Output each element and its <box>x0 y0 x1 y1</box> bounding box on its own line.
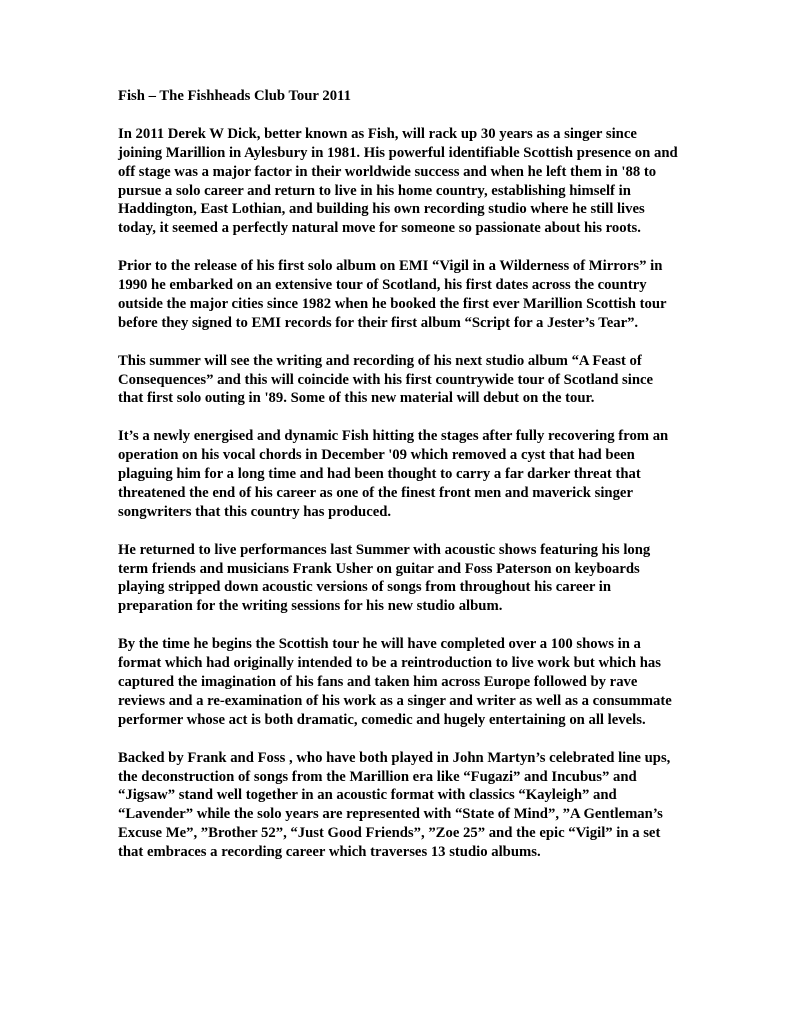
paragraph-first-solo-album: Prior to the release of his first solo album on EMI “Vigil in a Wilderness of Mirrors” in 1990 he embarked on an extensive tour of Scotland, his first dates across the country outside the major cities since 1982 when he booked the first ever Marillion Scottish tour before they signed to EMI records for their first album “Script for a Jester’s Tear”. <box>118 258 667 331</box>
paragraph-recovery: It’s a newly energised and dynamic Fish hitting the stages after fully recovering from an operation on his vocal chords in December '09 which removed a cyst that had been plaguing him for a long time and had been thought to carry a far darker threat that threatened the end of his career as one of the finest front men and maverick singer songwriters that this country has produced. <box>118 428 669 520</box>
document-page <box>118 87 680 881</box>
paragraph-new-studio-album: This summer will see the writing and recording of his next studio album “A Feast of Consequences” and this will coincide with his first countrywide tour of Scotland since that first solo outing in '89. Some of this new material will debut on the tour. <box>118 352 654 407</box>
paragraph-intro: In 2011 Derek W Dick, better known as Fish, will rack up 30 years as a singer since joining Marillion in Aylesbury in 1981. His powerful identifiable Scottish presence on and off stage was a major factor in their worldwide success and when he left them in '88 to pursue a solo career and return to live in his home country, establishing himself in Haddington, East Lothian, and building his own recording studio where he still lives today, it seemed a perfectly natural move for someone so passionate about his roots. <box>118 125 678 237</box>
document-title: Fish – The Fishheads Club Tour 2011 <box>118 88 351 104</box>
paragraph-setlist: Backed by Frank and Foss , who have both played in John Martyn’s celebrated line ups, the deconstruction of songs from the Marillion era like “Fugazi” and Incubus” and “Jigsaw” stand well together in an acoustic format with classics “Kayleigh” and “Lavender” while the solo years are represented with “State of Mind”, ”A Gentleman’s Excuse Me”, ”Brother 52”, “Just Good Friends”, ”Zoe 25” and the epic “Vigil” in a set that embraces a recording career which traverses 13 studio albums. <box>118 749 671 861</box>
paragraph-scottish-tour: By the time he begins the Scottish tour he will have completed over a 100 shows in a format which had originally intended to be a reintroduction to live work but which has captured the imagination of his fans and taken him across Europe followed by rave reviews and a re-examination of his work as a singer and writer as well as a consummate performer whose act is both dramatic, comedic and hugely entertaining on all levels. <box>118 636 672 728</box>
paragraph-acoustic-shows: He returned to live performances last Summer with acoustic shows featuring his long term friends and musicians Frank Usher on guitar and Foss Paterson on keyboards playing stripped down acoustic versions of songs from throughout his career in preparation for the writing sessions for his new studio album. <box>118 541 651 615</box>
